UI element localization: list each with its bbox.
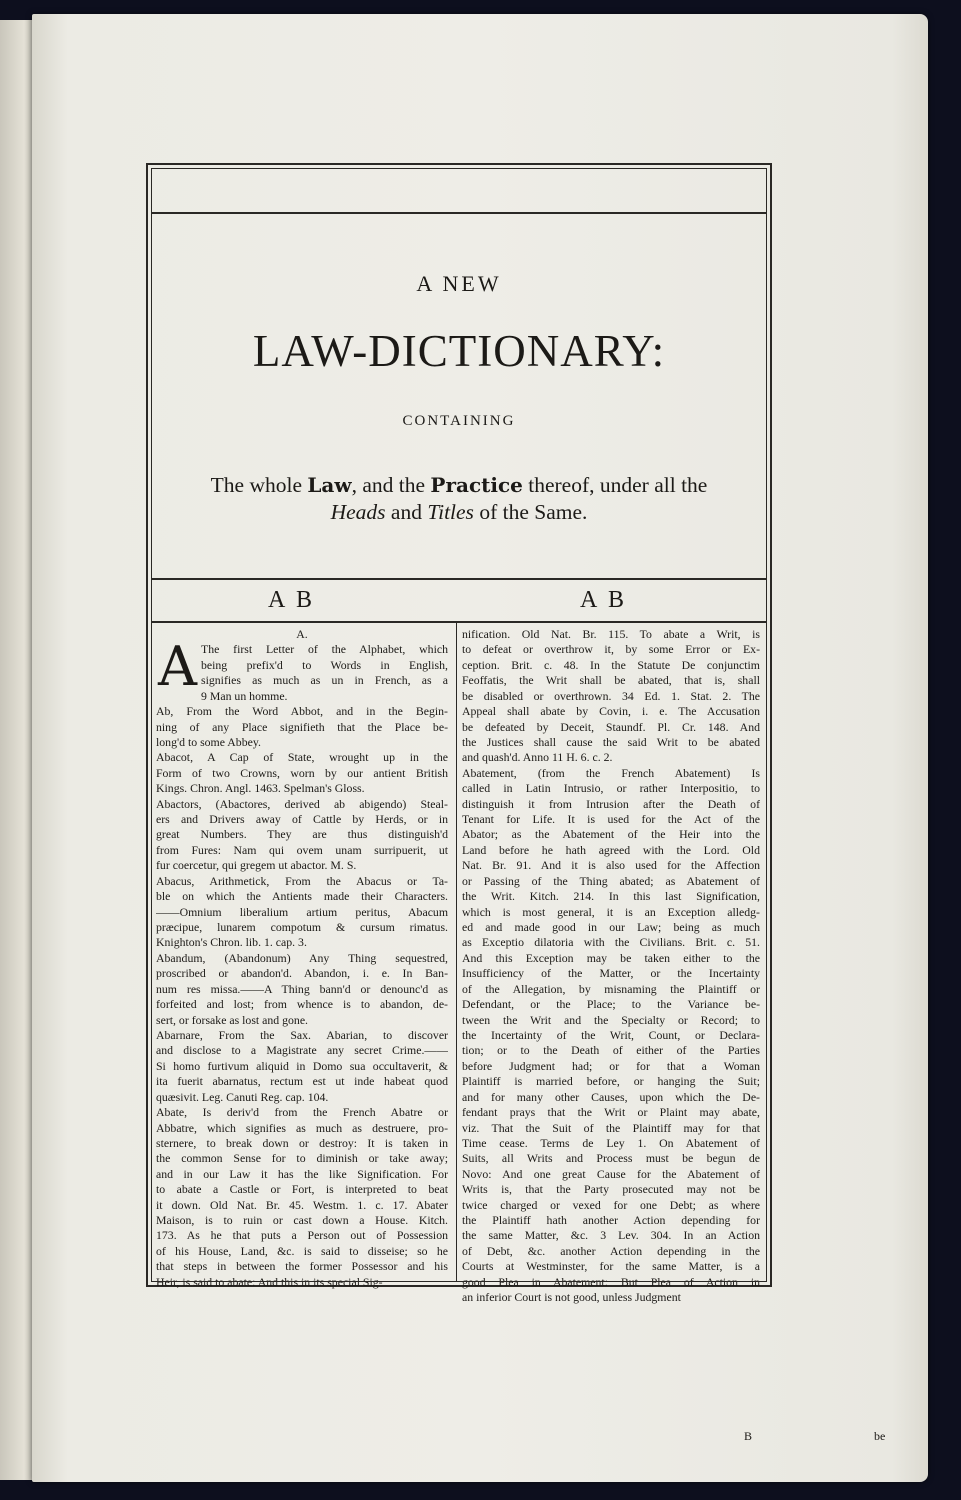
text-line: ception. Brit. c. 48. In the Statute De conjunctim xyxy=(462,657,760,672)
subtitle2-and: and xyxy=(385,500,428,524)
text-line: the Justices shall cause the said Writ to be abated xyxy=(462,734,760,749)
text-line: of the Allegation, by misnaming the Plaintiff or xyxy=(462,981,760,996)
drop-capital: A xyxy=(158,635,197,699)
text-line: long'd to some Abbey. xyxy=(156,734,261,749)
right-column xyxy=(462,627,760,1306)
letter-heading: A. xyxy=(296,627,308,641)
title-main: LAW-DICTIONARY: xyxy=(252,326,666,376)
text-line: Si homo furtivum aliquid in Domo sua occultaverit, & xyxy=(156,1058,448,1073)
text-line: proscribed or abandon'd. Abandon, i. e. In Ban- xyxy=(156,966,448,981)
subtitle-text-1: The whole xyxy=(210,473,308,497)
text-line: the same Matter, &c. 3 Lev. 304. In an Action xyxy=(462,1228,760,1243)
text-line: and quash'd. Anno 11 H. 6. c. 2. xyxy=(462,750,613,765)
text-line: Writs is, that the Party prosecuted may not be xyxy=(462,1182,760,1197)
text-line: Abate, Is deriv'd from the French Abatre or xyxy=(156,1105,448,1120)
text-line: of his House, Land, &c. is said to disseise; so he xyxy=(156,1243,448,1258)
text-line: before Judgment had; or for that a Woman xyxy=(462,1058,760,1073)
text-line: being prefix'd to Words in English, xyxy=(201,657,448,672)
left-column-lines xyxy=(156,635,448,1290)
text-line: The first Letter of the Alphabet, which xyxy=(201,642,448,657)
text-line: ——Omnium liberalium artium peritus, Abacum xyxy=(156,904,448,919)
text-line: fendant prays that the Writ or Plaint may abate, xyxy=(462,1105,760,1120)
header-bottom-rule xyxy=(152,621,766,623)
subtitle2-heads: Heads xyxy=(330,500,386,524)
subtitle2-titles: Titles xyxy=(427,500,474,524)
text-line: which is most general, it is an Exception alledg- xyxy=(462,904,760,919)
text-line: and disclose to a Magistrate any secret Crime.—— xyxy=(156,1043,448,1058)
text-line: good Plea in Abatement: But Plea of Action in xyxy=(462,1274,760,1289)
text-line: as Exceptio dilatoria with the Civilians. Brit. c. 51. xyxy=(462,935,760,950)
text-line: to abate a Castle or Fort, is interpreted to beat xyxy=(156,1182,448,1197)
text-line: distinguish it from Intrusion after the Death of xyxy=(462,796,760,811)
header-top-rule xyxy=(152,578,766,580)
text-line: twice charged or vexed for one Debt; as where xyxy=(462,1197,760,1212)
column-divider xyxy=(456,621,457,1281)
subtitle-law: Law xyxy=(307,473,352,497)
text-line: Abacot, A Cap of State, wrought up in the xyxy=(156,750,448,765)
text-line: And this Exception may be taken either to the xyxy=(462,950,760,965)
subtitle-text-2: , and the xyxy=(351,473,431,497)
signature-mark: B xyxy=(744,1429,753,1443)
text-line: Abbatre, which signifies as much as destruere, pro- xyxy=(156,1120,448,1135)
text-line: Defendant, or the Place; to the Variance be- xyxy=(462,997,760,1012)
text-line: Courts at Westminster, for the same Matter, is a xyxy=(462,1259,760,1274)
text-line: 173. As he that puts a Person out of Possession xyxy=(156,1228,448,1243)
text-line: the Plaintiff hath another Action depending for xyxy=(462,1213,760,1228)
text-line: ers and Drivers away of Cattle by Herds, or in xyxy=(156,812,448,827)
text-line: ed and made good in our Law; being as much xyxy=(462,920,760,935)
text-line: Heir, is said to abate: And this in its special Sig- xyxy=(156,1274,383,1289)
text-line: the Writ. Kitch. 214. In this last Signification, xyxy=(462,889,760,904)
text-line: be disabled or overthrown. 34 Ed. 1. Stat. 2. The xyxy=(462,688,760,703)
title-subtitle xyxy=(154,472,764,498)
text-line: Maison, is to ruin or cast down a House. Kitch. xyxy=(156,1213,448,1228)
running-head-left: A B xyxy=(268,587,316,613)
text-line: Nat. Br. 91. And it is also used for the Affection xyxy=(462,858,760,873)
text-line: the common Sense for to diminish or take away; xyxy=(156,1151,448,1166)
text-line: Appeal shall abate by Covin, i. e. The Accusation xyxy=(462,704,760,719)
text-line: forfeited and lost; from whence is to abandon, de- xyxy=(156,997,448,1012)
text-line: and for many other Causes, upon which the De- xyxy=(462,1089,760,1104)
text-line: Novo: And one great Cause for the Abatement of xyxy=(462,1166,760,1181)
text-line: Ab, From the Word Abbot, and in the Begin- xyxy=(156,704,448,719)
text-line: Form of two Crowns, worn by our antient British xyxy=(156,765,448,780)
text-line: ble on which the Antients made their Characters. xyxy=(156,889,448,904)
text-line: Insufficiency of the Matter, or the Incertainty xyxy=(462,966,760,981)
text-line: that steps in between the former Possessor and his xyxy=(156,1259,448,1274)
title-containing: CONTAINING xyxy=(402,413,516,429)
text-line: be defeated by Deceit, Staundf. Pl. Cr. 148. And xyxy=(462,719,760,734)
running-head-right: A B xyxy=(580,587,628,613)
subtitle-practice: Practice xyxy=(430,473,523,497)
text-line: tion; or to the Death of either of the Parties xyxy=(462,1043,760,1058)
text-line: Plaintiff is married before, or hanging the Suit; xyxy=(462,1074,760,1089)
text-line: Abactors, (Abactores, derived ab abigendo) Steal- xyxy=(156,796,448,811)
text-line: nification. Old Nat. Br. 115. To abate a Writ, is xyxy=(462,627,760,641)
text-line: from Fures: Nam qui ovem unam surripuerit, ut xyxy=(156,842,448,857)
text-line: præcipue, lunarem compotum & cursum rimatus. xyxy=(156,920,448,935)
text-line: and in our Law it has the like Signification. For xyxy=(156,1166,448,1181)
text-line: tween the Writ and the Specialty or Record; to xyxy=(462,1012,760,1027)
text-line: of Debt, &c. another Action depending in the xyxy=(462,1243,760,1258)
title-a-new: A NEW xyxy=(416,271,502,296)
text-line: to defeat or overthrow it, by some Error or Ex- xyxy=(462,642,760,657)
text-line: signifies as much as un in French, as a xyxy=(201,673,448,688)
text-line: num res missa.——A Thing bann'd or denounc'd as xyxy=(156,981,448,996)
text-line: Suits, all Writs and Process must be begun de xyxy=(462,1151,760,1166)
left-column xyxy=(156,627,448,1290)
text-line: great Numbers. They are thus distinguish'd xyxy=(156,827,448,842)
text-line: Knighton's Chron. lib. 1. cap. 3. xyxy=(156,935,307,950)
text-line: 9 Man un homme. xyxy=(201,688,288,703)
text-line: sternere, to break down or destroy: It is taken in xyxy=(156,1135,448,1150)
text-line: Abarnare, From the Sax. Abarian, to discover xyxy=(156,1027,448,1042)
page-frame xyxy=(146,163,886,1443)
text-line: called in Latin Intrusio, or rather Interpositio, to xyxy=(462,781,760,796)
text-line: Abatement, (from the French Abatement) Is xyxy=(462,765,760,780)
text-line: Time cease. Terms de Ley 1. On Abatement of xyxy=(462,1135,760,1150)
subtitle-text-3: thereof, under all the xyxy=(522,473,708,497)
text-line: Kings. Chron. Angl. 1463. Spelman's Gloss. xyxy=(156,781,365,796)
text-line: viz. That the Suit of the Plaintiff may for that xyxy=(462,1120,760,1135)
text-line: quæsivit. Leg. Canuti Reg. cap. 104. xyxy=(156,1089,329,1104)
title-subtitle-line2 xyxy=(148,500,770,525)
text-line: the Incertainty of the Writ, Count, or Declara- xyxy=(462,1027,760,1042)
subtitle2-end: of the Same. xyxy=(473,500,588,524)
text-line: Land before he hath agreed with the Lord. Old xyxy=(462,842,760,857)
text-line: it down. Old Nat. Br. 45. Westm. 1. c. 17. Abater xyxy=(156,1197,448,1212)
text-line: sert, or forsake as lost and gone. xyxy=(156,1012,309,1027)
text-line: or Passing of the Thing abated; as Abatement of xyxy=(462,873,760,888)
right-column-lines xyxy=(462,627,760,1306)
text-line: Tenant for Life. It is used for the Act of the xyxy=(462,812,760,827)
catchword: be xyxy=(874,1429,886,1443)
text-line: fur coercetur, qui gregem ut abactor. M. S. xyxy=(156,858,357,873)
top-rule xyxy=(152,212,766,214)
text-line: ning of any Place signifieth that the Place be- xyxy=(156,719,448,734)
text-line: ita fuerit abarnatus, rectum est ut inde habeat quod xyxy=(156,1074,448,1089)
text-line: Abator; as the Abatement of the Heir into the xyxy=(462,827,760,842)
text-line: Feoffatis, the Writ shall be abated, that is, shall xyxy=(462,673,760,688)
text-line: Abandum, (Abandonum) Any Thing sequestred, xyxy=(156,950,448,965)
text-line: Abacus, Arithmetick, From the Abacus or Ta- xyxy=(156,873,448,888)
text-line: an inferior Court is not good, unless Judgment xyxy=(462,1290,681,1305)
